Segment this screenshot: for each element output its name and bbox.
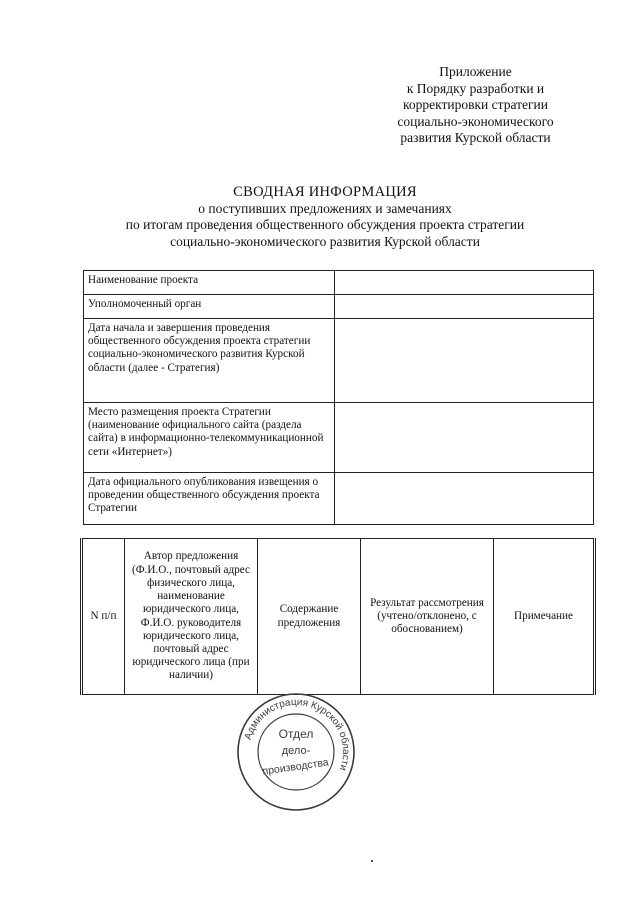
header-author: Автор предложения (Ф.И.О., почтовый адрес физического лица, наименование юридического лица, Ф.И.О. руководителя юридического лица, почтовый адрес юридического лица (при наличии) — [125, 539, 258, 695]
info-value — [335, 473, 594, 525]
stamp-center-line: производства — [261, 756, 330, 778]
info-row — [84, 295, 594, 319]
info-label: Наименование проекта — [84, 271, 335, 295]
header-note: Примечание — [494, 539, 595, 695]
info-value — [335, 295, 594, 319]
info-row — [84, 319, 594, 403]
title-line: по итогам проведения общественного обсуждения проекта стратегии — [125, 217, 525, 232]
scan-speck — [371, 860, 373, 862]
title-line: социально-экономического развития Курской области — [170, 233, 480, 249]
official-stamp — [232, 688, 360, 816]
appendix-line: к Порядку разработки и — [406, 80, 545, 96]
stamp-ring-text: Администрация Курской области — [242, 696, 352, 772]
info-value — [335, 403, 594, 473]
info-value — [335, 271, 594, 295]
proposals-header-row — [82, 539, 595, 695]
appendix-line: корректировки стратегии — [403, 97, 548, 112]
appendix-header — [378, 64, 573, 147]
proposals-table — [80, 538, 596, 695]
info-row — [84, 473, 594, 525]
appendix-line: развития Курской области — [400, 130, 551, 145]
appendix-line: Приложение — [439, 64, 512, 79]
info-value — [335, 319, 594, 403]
header-number: N п/п — [82, 539, 125, 695]
title-line: о поступивших предложениях и замечаниях — [198, 200, 452, 216]
header-result: Результат рассмотрения (учтено/отклонено, с обоснованием) — [361, 539, 494, 695]
document-title — [60, 184, 590, 250]
info-label: Дата начала и завершения проведения общественного обсуждения проекта стратегии социально-экономического развития Курской области (далее - Стратегия) — [84, 319, 335, 403]
stamp-center-line: Отдел — [278, 727, 314, 741]
info-label: Место размещения проекта Стратегии (наименование официального сайта (раздела сайта) в информационно-телекоммуникационной сети «Интернет») — [84, 403, 335, 473]
header-content: Содержание предложения — [258, 539, 361, 695]
appendix-line: социально-экономического — [397, 113, 554, 129]
stamp-center-line: дело- — [281, 745, 311, 757]
project-info-table — [83, 270, 594, 525]
info-label: Уполномоченный орган — [84, 295, 335, 319]
info-row — [84, 271, 594, 295]
info-row — [84, 403, 594, 473]
info-label: Дата официального опубликования извещения о проведении общественного обсуждения проекта Стратегии — [84, 473, 335, 525]
title-main: СВОДНАЯ ИНФОРМАЦИЯ — [233, 184, 417, 200]
